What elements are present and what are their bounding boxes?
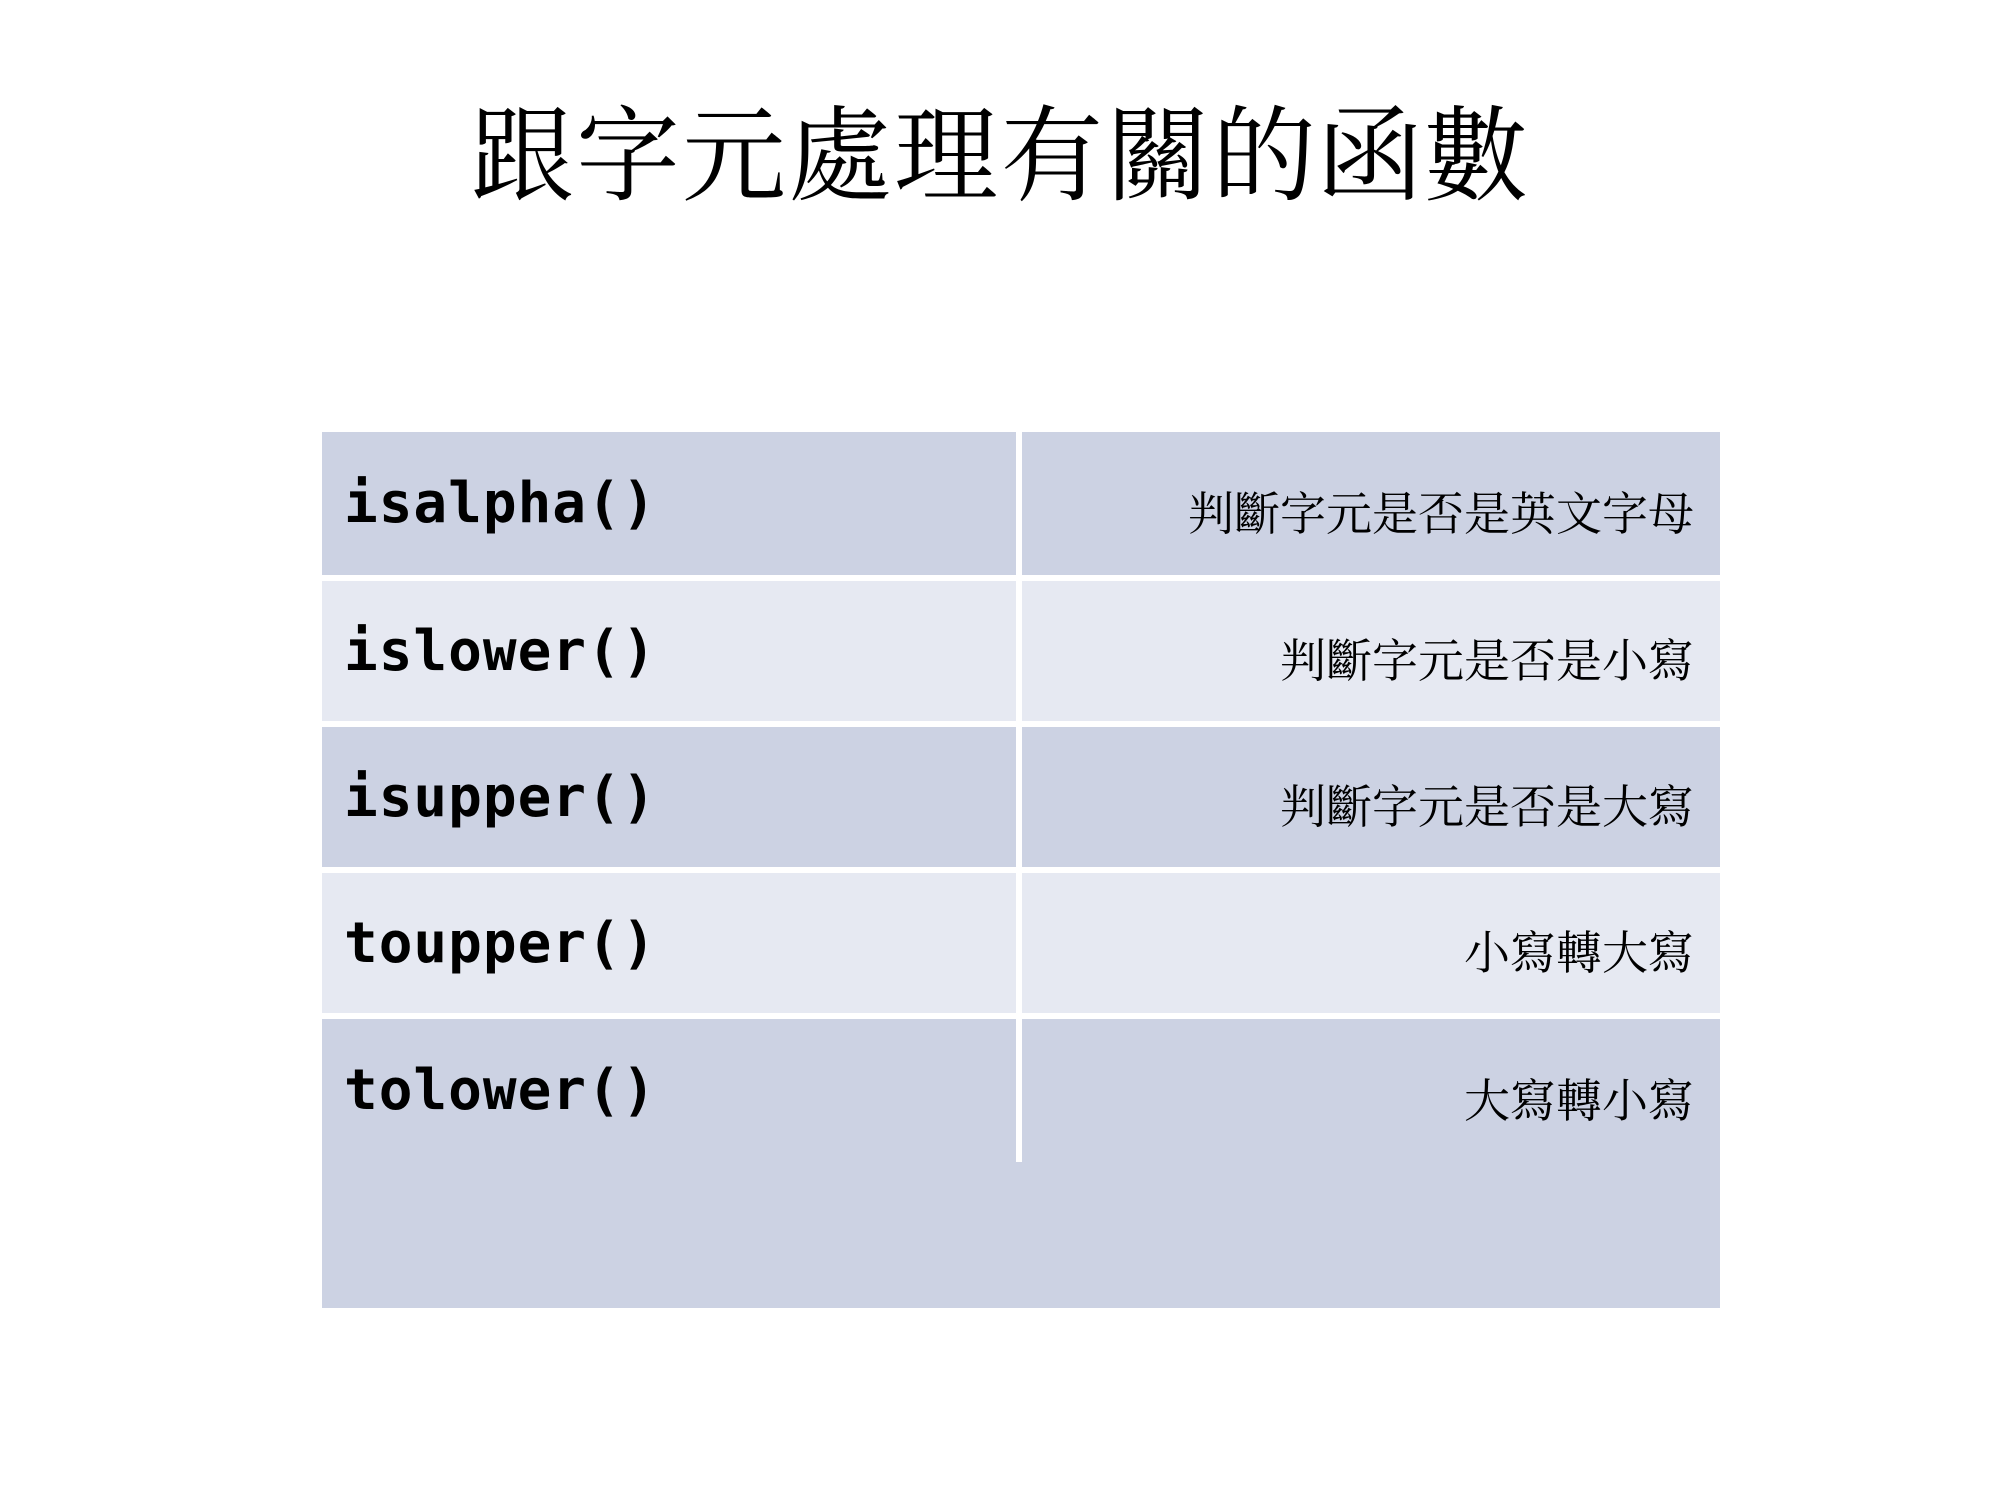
table-row bbox=[322, 1016, 1720, 1162]
table-row-spacer bbox=[322, 1162, 1720, 1308]
function-name-cell: toupper() bbox=[322, 870, 1019, 1016]
function-description-cell: 判斷字元是否是大寫 bbox=[1019, 724, 1720, 870]
function-description-cell: 大寫轉小寫 bbox=[1019, 1016, 1720, 1162]
spacer-cell-right bbox=[1019, 1162, 1720, 1308]
table-row bbox=[322, 432, 1720, 578]
function-name-cell: islower() bbox=[322, 578, 1019, 724]
character-functions-table bbox=[322, 432, 1720, 1308]
function-name-cell: isupper() bbox=[322, 724, 1019, 870]
function-description-cell: 小寫轉大寫 bbox=[1019, 870, 1720, 1016]
function-name-cell: tolower() bbox=[322, 1016, 1019, 1162]
table-row bbox=[322, 870, 1720, 1016]
spacer-cell-left bbox=[322, 1162, 1019, 1308]
page-title: 跟字元處理有關的函數 bbox=[469, 95, 1530, 217]
function-description-cell: 判斷字元是否是英文字母 bbox=[1019, 432, 1720, 578]
function-name-cell: isalpha() bbox=[322, 432, 1019, 578]
table-row bbox=[322, 724, 1720, 870]
table-row bbox=[322, 578, 1720, 724]
function-description-cell: 判斷字元是否是小寫 bbox=[1019, 578, 1720, 724]
